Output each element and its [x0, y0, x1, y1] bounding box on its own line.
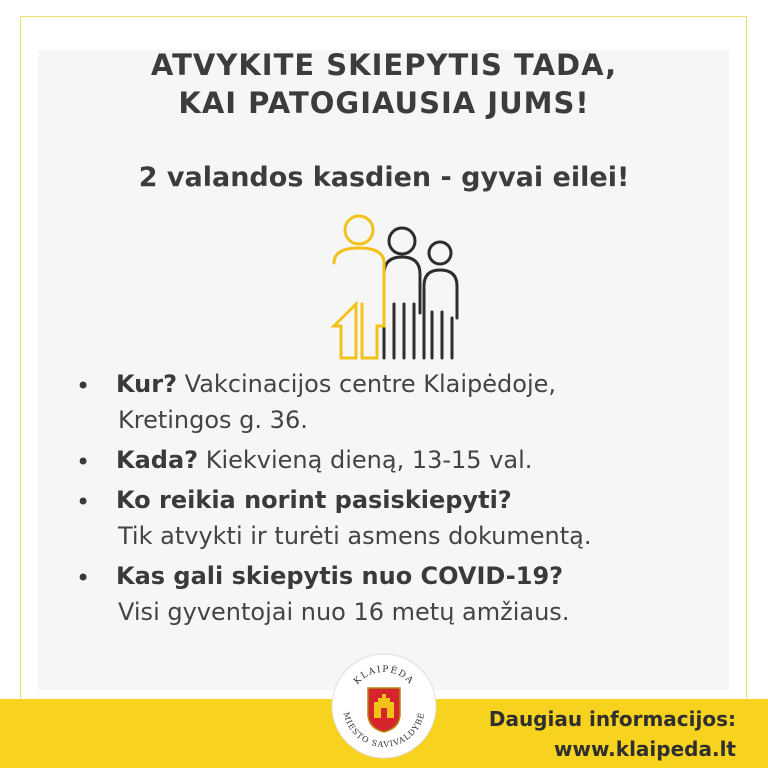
question-requirements: Ko reikia norint pasiskiepyti?: [116, 486, 512, 514]
question-eligibility: Kas gali skiepytis nuo COVID-19?: [116, 562, 564, 590]
answer-when: Kiekvieną dieną, 13-15 val.: [198, 446, 533, 474]
answer-requirements: Tik atvykti ir turėti asmens dokumentą.: [118, 522, 592, 550]
footer-link[interactable]: www.klaipeda.lt: [554, 737, 736, 761]
klaipeda-logo: [330, 652, 438, 760]
info-item-eligibility: [70, 558, 750, 630]
person-front-icon: [334, 216, 384, 358]
person-right-icon: [424, 242, 457, 358]
answer-eligibility: Visi gyventojai nuo 16 metų amžiaus.: [118, 598, 570, 626]
coat-of-arms-icon: [368, 688, 400, 732]
person-back-icon: [384, 228, 424, 358]
info-item-when: [70, 442, 750, 478]
footer-label: Daugiau informacijos:: [488, 707, 736, 731]
bullet: •: [76, 564, 91, 592]
question-when: Kada?: [116, 446, 199, 474]
bullet: •: [76, 372, 91, 400]
logo-arc-bottom: MIESTO SAVIVALDYBĖ: [341, 710, 427, 750]
headline-line-2: KAI PATOGIAUSIA JUMS!: [178, 86, 590, 120]
info-list: [70, 366, 750, 634]
answer-where-line-2: Kretingos g. 36.: [118, 406, 308, 434]
people-icon: [322, 208, 472, 360]
subtitle: 2 valandos kasdien - gyvai eilei!: [138, 162, 630, 193]
headline-line-1: ATVYKITE SKIEPYTIS TADA,: [150, 48, 618, 82]
bullet: •: [76, 448, 91, 476]
footer-info: [489, 704, 736, 764]
question-where: Kur?: [116, 370, 178, 398]
info-item-requirements: [70, 482, 750, 554]
logo-arc-top: KLAIPĖDA: [352, 664, 416, 687]
headline: [0, 46, 768, 122]
info-item-where: [70, 366, 750, 438]
answer-where: Vakcinacijos centre Klaipėdoje,: [177, 370, 557, 398]
bullet: •: [76, 488, 91, 516]
